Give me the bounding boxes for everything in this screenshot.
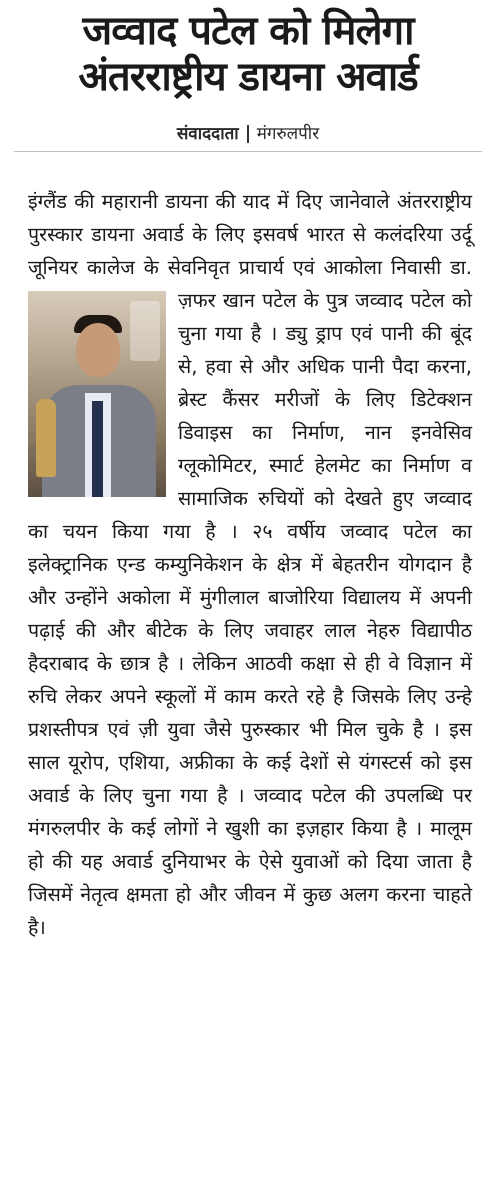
photo-face [76, 323, 120, 377]
trophy-icon [36, 399, 56, 477]
article-text-main: डा. ज़फर खान पटेल के पुत्र जव्वाद पटेल को चुना गया है । ड्यु ड्राप एवं पानी की बूंद से, हवा से और अधिक पानी पैदा करना, ब्रेस्ट कैंसर मरीजों के लिए डिटेक्शन डिवाइस का निर्माण, नान इनवेसिव ग्लूकोमिटर, स्मार्ट हेलमेट का निर्माण व सामाजिक रुचियों को देखते हुए जव्वाद का चयन किया गया है । २५ वर्षीय जव्वाद पटेल का इलेक्ट्रानिक एन्ड कम्युनिकेशन के क्षेत्र में बेहतरीन योगदान है और उन्होंने अकोला में मुंगीलाल बाजोरिया विद्यालय में अपनी पढ़ाई की और बीटेक के लिए जवाहर लाल नेहरु विद्यापीठ हैदराबाद के छात्र है । लेकिन आठवी कक्षा से ही वे विज्ञान में रुचि लेकर अपने स्कूलों में काम करते रहे है जिसके लिए उन्हे प्रशस्तीपत्र एवं ज़ी युवा जैसे पुरुस्कार भी मिल चुके है । इस साल यूरोप, एशिया, अफ्रीका के कई देशों से यंगस्टर्स को इस अवार्ड के लिए चुना गया है । जव्वाद पटेल की उपलब्धि पर मंगरुलपीर के कई लोगों ने खुशी का इज़हार किया है । मालूम हो की यह अवार्ड दुनियाभर के ऐसे युवाओं को दिया जाता है जिसमें नेतृत्व क्षमता हो और जीवन में कुछ अलग करना चाहते है। [28, 256, 472, 939]
article-text-intro: इंग्लैंड की महारानी डायना की याद में दिए जानेवाले अंतरराष्ट्रीय पुरस्कार डायना अवार्ड के लिए इसवर्ष भारत से कलंदरिया उर्दू जूनियर कालेज के सेवनिवृत प्राचार्य एवं आकोला निवासी [28, 190, 472, 279]
article-body [28, 185, 472, 944]
byline-divider [14, 151, 482, 152]
byline [0, 121, 496, 144]
headline-line-2: अंतरराष्ट्रीय डायना अवार्ड [78, 54, 418, 100]
article-paragraph [28, 185, 472, 944]
byline-reporter: संवाददाता [176, 124, 239, 144]
person-photo [28, 291, 166, 497]
headline [0, 8, 496, 100]
photo-tie [92, 401, 103, 497]
photo-background-light [130, 301, 160, 361]
byline-separator [247, 125, 249, 143]
byline-place: मंगरुलपीर [256, 124, 320, 144]
headline-line-1: जव्वाद पटेल को मिलेगा [82, 8, 414, 54]
